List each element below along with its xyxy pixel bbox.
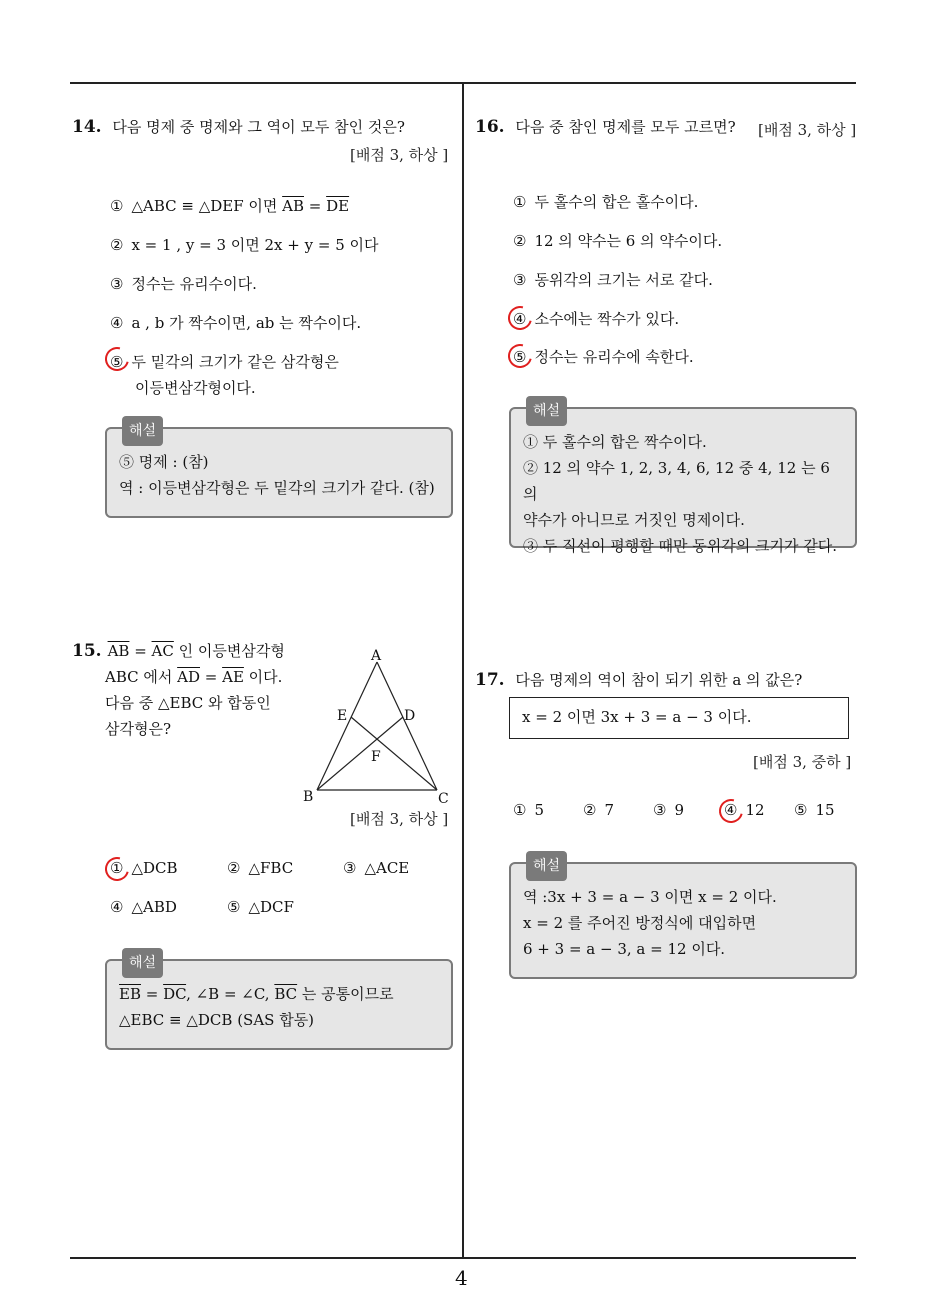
solution-line: ② 12 의 약수 1, 2, 3, 4, 6, 12 중 4, 12 는 6 의 [523,459,830,503]
answer-circle [504,340,537,373]
triangle-figure [300,640,460,810]
solution-line: 역 :3x + 3 = a − 3 이면 x = 2 이다. [523,888,777,906]
choice-1[interactable]: ① △DCB [110,859,178,877]
solution-tag: 해설 [122,948,163,978]
column-divider [462,82,464,1258]
question-text: 다음 중 참인 명제를 모두 고르면? [515,118,736,136]
score-label: [배점 3, 하상 ] [350,146,449,164]
question-number: 16. [475,117,505,137]
choice-5[interactable]: ⑤ 15 [794,801,835,819]
score-label: [배점 3, 하상 ] [758,121,857,139]
choice-3[interactable]: ③ 9 [653,801,684,819]
label-e: E [337,708,348,724]
solution-tag: 해설 [526,396,567,426]
solution-box [509,403,857,555]
solution-line: ③ 두 직선이 평행할 때만 동위각의 크기가 같다. [523,537,837,555]
choice-3[interactable]: ③ △ACE [343,859,410,877]
solution-line: 6 + 3 = a − 3, a = 12 이다. [523,940,726,958]
label-c: C [438,791,449,807]
question-text: 다음 명제의 역이 참이 되기 위한 a 의 값은? [515,671,803,689]
page-number: 4 [455,1266,468,1290]
choice-2[interactable]: ② 12 의 약수는 6 의 약수이다. [513,232,723,250]
question-17 [475,669,802,690]
question-number: 15. [72,641,102,661]
choice-3[interactable]: ③ 동위각의 크기는 서로 같다. [513,271,713,289]
question-14 [72,116,457,137]
segment-be [317,717,403,790]
choice-1[interactable]: ① △ABC ≡ △DEF 이면 $\overline{AB} = \overline{DE}$ [110,197,350,215]
choice-5[interactable]: ⑤ △DCF [227,898,294,916]
choice-4[interactable]: ④ a , b 가 짝수이면, ab 는 짝수이다. [110,314,362,332]
solution-line: $\overline{EB} = \overline{DC}$, ∠B = ∠C, $\overline{BC}$ 는 공통이므로 [119,985,394,1003]
question-text: 다음 명제 중 명제와 그 역이 모두 참인 것은? [112,118,405,136]
label-b: B [303,789,314,805]
score-label: [배점 3, 중하 ] [753,753,852,771]
label-f: F [371,749,381,765]
label-d: D [404,708,416,724]
solution-line: ⑤ 명제 : (참) [119,453,209,471]
choice-3[interactable]: ③ 정수는 유리수이다. [110,275,257,293]
choice-4[interactable]: ④ △ABD [110,898,177,916]
question-number: 17. [475,670,505,690]
solution-tag: 해설 [122,416,163,446]
solution-box [105,423,453,518]
answer-circle [715,795,748,828]
statement-box: x = 2 이면 3x + 3 = a − 3 이다. [509,697,849,739]
answer-circle [101,853,134,886]
solution-line: △EBC ≡ △DCB (SAS 합동) [119,1011,315,1029]
choice-2[interactable]: ② 7 [583,801,614,819]
side-ab [317,662,377,790]
solution-line: 역 : 이등변삼각형은 두 밑각의 크기가 같다. (참) [119,479,435,497]
solution-line: x = 2 를 주어진 방정식에 대입하면 [523,914,757,932]
solution-box [105,955,453,1050]
choice-5[interactable]: ⑤ 정수는 유리수에 속한다. [513,348,694,366]
question-15: 15. $\overline{AB} = \overline{AC}$ 인 이등변삼각형 ABC 에서 $\overline{AD} = \overline{AE}$ 이다. 다음 중 △EBC 와 합동인 삼각형은? [72,641,285,738]
choice-1[interactable]: ① 두 홀수의 합은 홀수이다. [513,193,699,211]
choice-4[interactable]: ④ 소수에는 짝수가 있다. [513,310,680,328]
answer-circle [504,302,537,335]
score-label: [배점 3, 하상 ] [350,810,449,828]
label-a: A [371,648,382,664]
question-16 [475,116,736,137]
question-number: 14. [72,117,102,137]
side-ac [377,662,437,790]
segment-ce [351,717,437,790]
choice-5[interactable]: ⑤ 두 밑각의 크기가 같은 삼각형은 이등변삼각형이다. [110,353,339,397]
solution-tag: 해설 [526,851,567,881]
bottom-rule [70,1257,856,1259]
choice-2[interactable]: ② x = 1 , y = 3 이면 2x + y = 5 이다 [110,236,379,254]
choice-1[interactable]: ① 5 [513,801,544,819]
solution-line: 약수가 아니므로 거짓인 명제이다. [523,511,745,529]
choice-2[interactable]: ② △FBC [227,859,294,877]
solution-line: ① 두 홀수의 합은 짝수이다. [523,433,707,451]
choice-4[interactable]: ④ 12 [724,801,765,819]
solution-box [509,858,857,979]
